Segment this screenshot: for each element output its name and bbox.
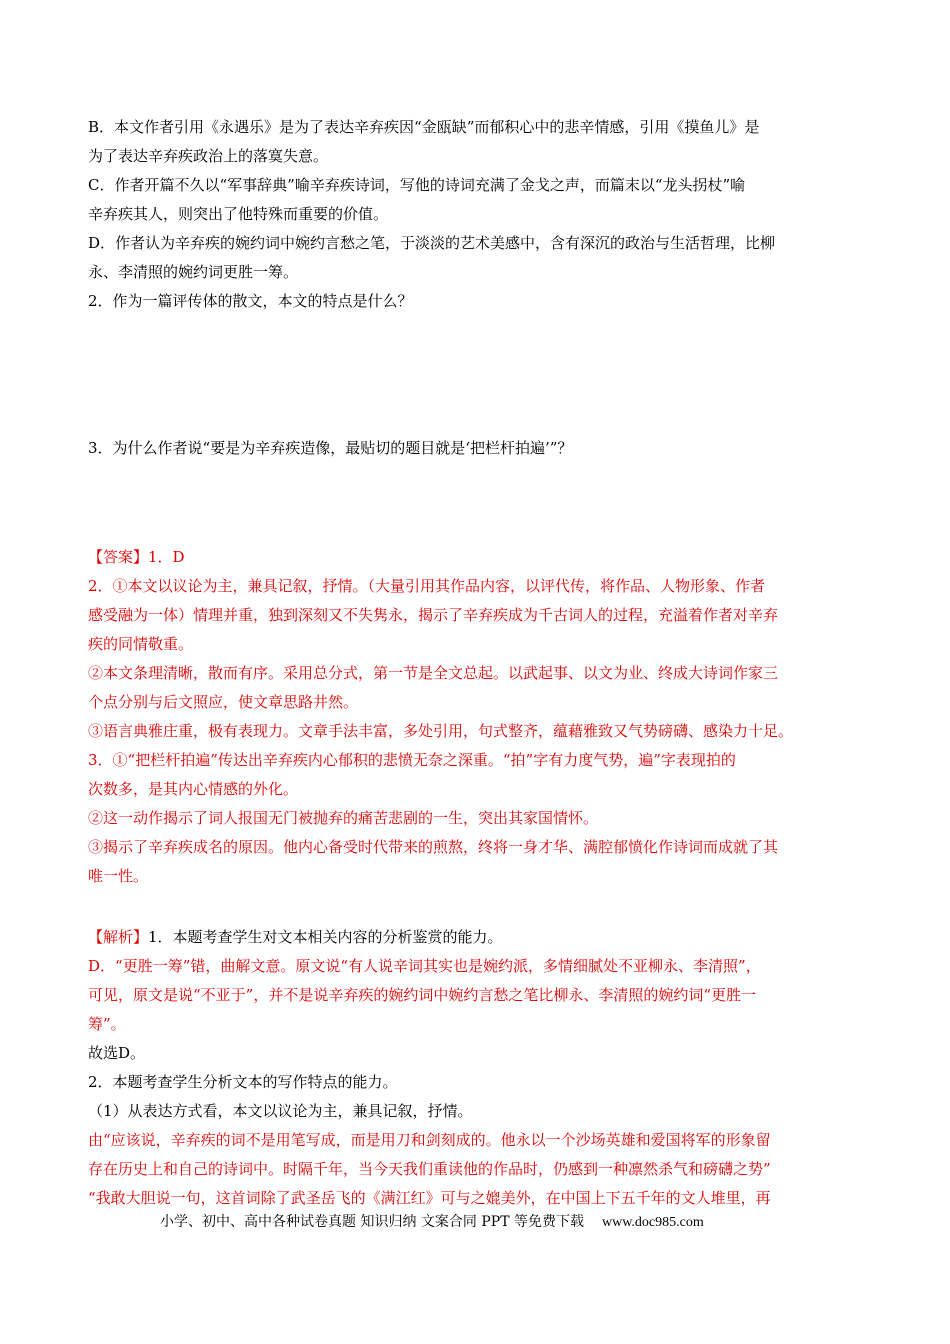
analysis-header: [88, 923, 868, 952]
analysis-line: “我敢大胆说一句，这首词除了武圣岳飞的《满江红》可与之媲美外，在中国上下五千年的文人堆里，再: [88, 1189, 771, 1207]
answer-q1: 1．D: [148, 548, 185, 566]
answer-line: 个点分别与后文照应，使文章思路井然。: [88, 693, 359, 711]
answer-line: 感受融为一体）情理并重，独到深刻又不失隽永，揭示了辛弃疾成为千古词人的过程，充溢着作者对辛弃: [88, 606, 779, 624]
footer-text: 小学、初中、高中各种试卷真题 知识归纳 文案合同 PPT 等免费下载: [160, 1214, 584, 1230]
answer-header: [88, 543, 868, 572]
analysis-line: D．“更胜一筹”错，曲解文意。原文说“有人说辛词其实也是婉约派，多情细腻处不亚柳永、李清照”，: [88, 957, 761, 975]
answer-line: 次数多，是其内心情感的外化。: [88, 780, 299, 798]
question-3: 3．为什么作者说“要是为辛弃疾造像，最贴切的题目就是‘把栏杆拍遍’”？: [88, 439, 573, 457]
answer-line: 唯一性。: [88, 867, 149, 885]
analysis-line: 由“应该说，辛弃疾的词不是用笔写成，而是用刀和剑刻成的。他永以一个沙场英雄和爱国将军的形象留: [88, 1131, 771, 1149]
analysis-line: 存在历史上和自己的诗词中。时隔千年，当今天我们重读他的作品时，仍感到一种凛然杀气和磅礴之势”: [88, 1160, 771, 1178]
question-3-block: [88, 434, 868, 463]
answer-line: 3．①“把栏杆拍遍”传达出辛弃疾内心郁积的悲愤无奈之深重。“拍”字有力度气势，遍”字表现拍的: [88, 751, 736, 769]
option-line: 辛弃疾其人，则突出了他特殊而重要的价值。: [88, 205, 389, 223]
answer-line: 2．①本文以议论为主，兼具记叙，抒情。（大量引用其作品内容，以评代传，将作品、人物形象、作者: [88, 577, 766, 595]
option-line: 永、李清照的婉约词更胜一筹。: [88, 263, 299, 281]
analysis-conclusion: 故选D。: [88, 1044, 146, 1062]
answer-tag: 【答案】: [88, 548, 149, 566]
analysis-line: 筹”。: [88, 1015, 126, 1033]
answer-line: ③语言典雅庄重，极有表现力。文章手法丰富，多处引用，句式整齐，蕴藉雅致又气势磅礴、感染力十足。: [88, 722, 794, 740]
option-line: B．本文作者引用《永遇乐》是为了表达辛弃疾因“金瓯缺”而郁积心中的悲辛情感，引用《摸鱼儿》是: [88, 118, 760, 136]
analysis-q1-intro: 1．本题考查学生对文本相关内容的分析鉴赏的能力。: [148, 928, 503, 946]
option-line: 为了表达辛弃疾政治上的落寞失意。: [88, 147, 329, 165]
option-line: D．作者认为辛弃疾的婉约词中婉约言愁之笔，于淡淡的艺术美感中，含有深沉的政治与生活哲理，比柳: [88, 234, 776, 252]
answer-line: ③揭示了辛弃疾成名的原因。他内心备受时代带来的煎熬，终将一身才华、满腔郁愤化作诗词而成就了其: [88, 838, 779, 856]
page-footer: [160, 1212, 860, 1233]
answer-line: ②这一动作揭示了词人报国无门被抛弃的痛苦悲剧的一生，突出其家国情怀。: [88, 809, 599, 827]
answer-line: 疾的同情敬重。: [88, 635, 194, 653]
analysis-q2-intro: 2．本题考查学生分析文本的写作特点的能力。: [88, 1073, 398, 1091]
analysis-block: [88, 923, 868, 1213]
option-line: C．作者开篇不久以“军事辞典”喻辛弃疾诗词，写他的诗词充满了金戈之声，而篇末以“龙头拐杖”喻: [88, 176, 746, 194]
options-block: [88, 113, 868, 316]
answer-line: ②本文条理清晰，散而有序。采用总分式，第一节是全文总起。以武起事、以文为业、终成大诗词作家三: [88, 664, 779, 682]
answer-block: [88, 543, 868, 891]
analysis-line: 可见，原文是说“不亚于”，并不是说辛弃疾的婉约词中婉约言愁之笔比柳永、李清照的婉约词“更胜一: [88, 986, 757, 1004]
footer-link[interactable]: www.doc985.com: [601, 1215, 704, 1230]
analysis-q2-point1: （1）从表达方式看，本文以议论为主，兼具记叙，抒情。: [88, 1102, 473, 1120]
analysis-tag: 【解析】: [88, 928, 149, 946]
question-2: 2．作为一篇评传体的散文，本文的特点是什么？: [88, 292, 413, 310]
